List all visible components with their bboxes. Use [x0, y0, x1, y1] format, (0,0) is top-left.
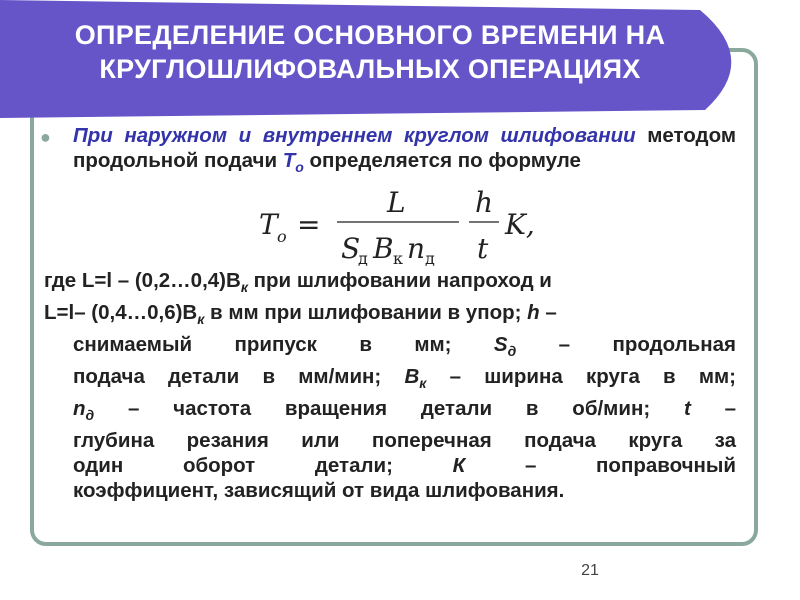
formula-num1: L	[387, 186, 406, 219]
def-var: t	[683, 397, 691, 420]
intro-text-2: определяется по формуле	[303, 149, 581, 172]
formula-num2: h	[475, 186, 494, 219]
def-text: L=l – (0,2…0,4)В	[81, 269, 241, 292]
definition-line-4	[73, 364, 736, 396]
slide-body	[40, 123, 737, 503]
definition-line-1	[44, 268, 736, 300]
definition-line-8	[73, 478, 736, 503]
title-line-2: КРУГЛОШЛИФОВАЛЬНЫХ ОПЕРАЦИЯХ	[99, 54, 641, 84]
formula-factor: K,	[505, 208, 535, 241]
definition-line-7	[73, 453, 736, 478]
def-text: где	[44, 269, 82, 292]
def-text: – поправочный	[465, 454, 736, 477]
title-line-1: ОПРЕДЕЛЕНИЕ ОСНОВНОГО ВРЕМЕНИ НА	[74, 20, 666, 50]
def-sub: д	[507, 343, 517, 359]
def-sub: к	[419, 375, 427, 391]
def-text: L=l– (0,4…0,6)В	[44, 301, 198, 324]
formula-lhs: T	[259, 208, 278, 241]
def-text: в мм при шлифовании в упор;	[204, 301, 528, 324]
def-sub: к	[197, 311, 205, 327]
definition-line-6	[73, 428, 736, 453]
def-var: S	[493, 333, 508, 356]
intro-var-sub: о	[295, 159, 304, 175]
def-sub: к	[240, 279, 248, 295]
formula-den2: t	[477, 232, 489, 265]
intro-emphasis: При наружном и внутреннем круглом шлифовании	[73, 124, 636, 147]
formula-eq: =	[297, 208, 321, 241]
formula-den-n-sub: д	[425, 249, 435, 268]
def-text: подача детали в мм/мин;	[73, 365, 405, 388]
intro-var-T: Т	[282, 149, 296, 172]
bullet-icon: ●	[40, 127, 51, 147]
def-var: n	[73, 397, 86, 420]
formula-den-n: n	[407, 232, 426, 265]
def-var: h	[527, 301, 540, 324]
def-text: –	[690, 397, 736, 420]
formula	[44, 186, 736, 268]
def-text: – частота вращения детали в об/мин;	[94, 397, 684, 420]
def-text: глубина резания или поперечная подача круга за	[73, 429, 736, 452]
def-text: при шлифовании напроход и	[247, 269, 552, 292]
formula-den-B: B	[373, 232, 394, 265]
intro-paragraph	[73, 123, 736, 180]
slide-number: 21	[581, 562, 599, 579]
definition-line-3	[73, 332, 736, 364]
formula-den-B-sub: к	[393, 249, 403, 268]
definition-line-2	[44, 300, 736, 332]
def-text: – продольная	[516, 333, 736, 356]
def-sub: д	[85, 407, 95, 423]
intro-text-1: методом продольной подачи	[73, 124, 736, 172]
formula-svg	[259, 186, 579, 268]
def-text: коэффициент, зависящий от вида шлифования.	[73, 479, 565, 502]
definition-line-5	[73, 396, 736, 428]
slide-title	[0, 18, 740, 86]
formula-den-S-sub: д	[358, 249, 368, 268]
def-var: К	[452, 454, 466, 477]
def-text: – ширина круга в мм;	[426, 365, 737, 388]
formula-den-S: S	[341, 232, 361, 265]
def-text: снимаемый припуск в мм;	[73, 333, 494, 356]
def-text: один оборот детали;	[73, 454, 453, 477]
def-text: –	[539, 301, 557, 324]
formula-lhs-sub: o	[277, 227, 287, 246]
def-var: В	[404, 365, 420, 388]
